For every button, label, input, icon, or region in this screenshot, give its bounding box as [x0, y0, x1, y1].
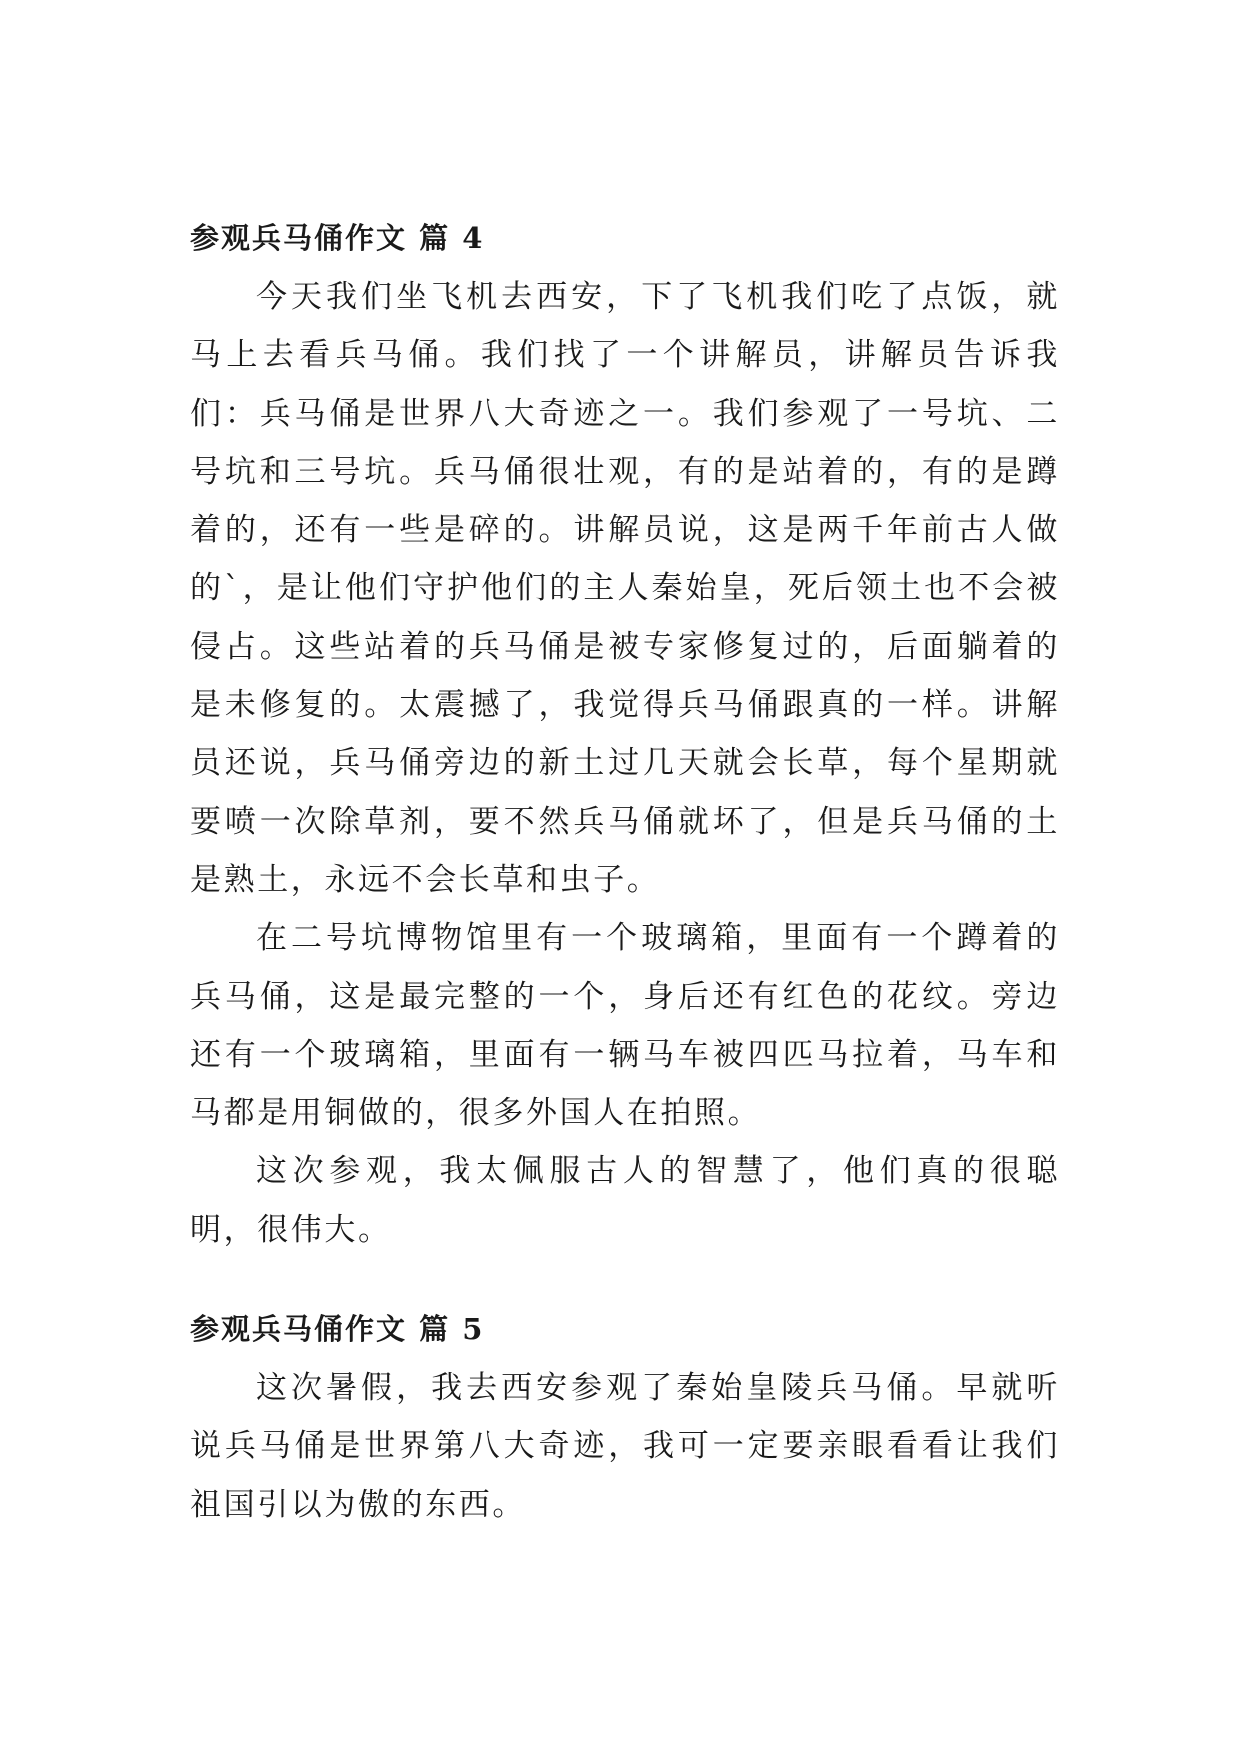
section-heading: 参观兵马俑作文 篇 5: [190, 1312, 485, 1347]
essay-section-5: [190, 1309, 1060, 1534]
document-body: [190, 218, 1060, 1534]
paragraph: 在二号坑博物馆里有一个玻璃箱，里面有一个蹲着的兵马俑，这是最完整的一个，身后还有红色的花纹。旁边还有一个玻璃箱，里面有一辆马车被四匹马拉着，马车和马都是用铜做的，很多外国人在拍照。: [190, 920, 1060, 1132]
paragraph: 这次参观，我太佩服古人的智慧了，他们真的很聪明，很伟大。: [190, 1153, 1060, 1248]
paragraph: 这次暑假，我去西安参观了秦始皇陵兵马俑。早就听说兵马俑是世界第八大奇迹，我可一定要亲眼看看让我们祖国引以为傲的东西。: [190, 1370, 1060, 1523]
paragraph: 今天我们坐飞机去西安，下了飞机我们吃了点饭，就马上去看兵马俑。我们找了一个讲解员，讲解员告诉我们：兵马俑是世界八大奇迹之一。我们参观了一号坑、二号坑和三号坑。兵马俑很壮观，有的是站着的，有的是蹲着的，还有一些是碎的。讲解员说，这是两千年前古人做的`，是让他们守护他们的主人秦始皇，死后领土也不会被侵占。这些站着的兵马俑是被专家修复过的，后面躺着的是未修复的。太震撼了，我觉得兵马俑跟真的一样。讲解员还说，兵马俑旁边的新土过几天就会长草，每个星期就要喷一次除草剂，要不然兵马俑就坏了，但是兵马俑的土是熟土，永远不会长草和虫子。: [190, 279, 1060, 898]
essay-section-4: [190, 218, 1060, 1259]
section-heading: 参观兵马俑作文 篇 4: [190, 221, 485, 255]
